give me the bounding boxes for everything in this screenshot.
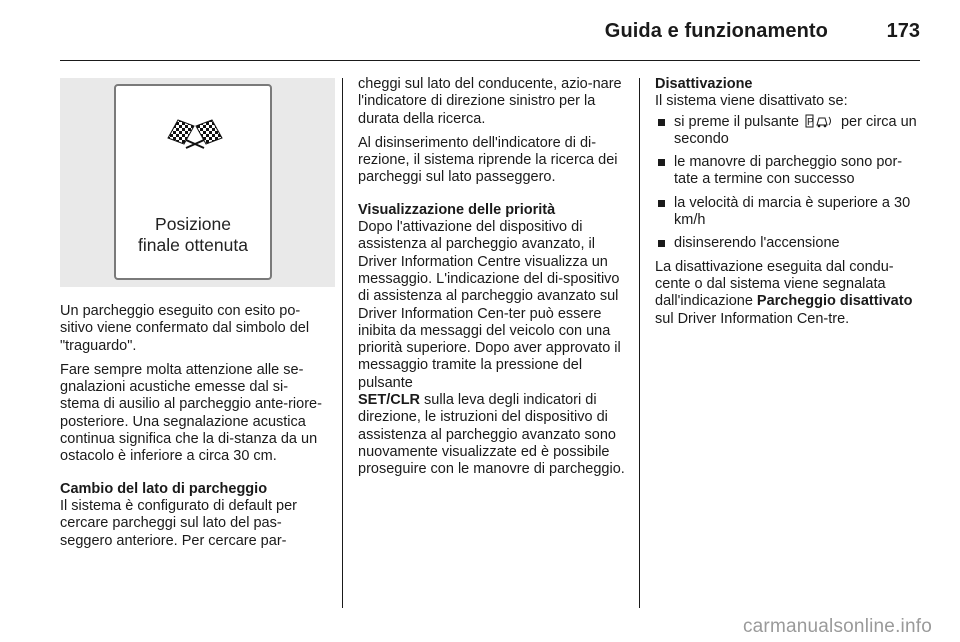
- subheading: Cambio del lato di parcheggio: [60, 480, 268, 497]
- watermark: carmanualsonline.info: [742, 616, 932, 637]
- column-divider-right: [639, 78, 640, 608]
- subheading: Visualizzazione delle priorità: [358, 201, 556, 218]
- figure-panel: [60, 78, 335, 287]
- list-item: la velocità di marcia è superiore a 30 km/h: [655, 195, 922, 230]
- list-item: disinserendo l'accensione: [655, 235, 922, 252]
- paragraph: [655, 259, 922, 328]
- list-item: le manovre di parcheggio sono por-tate a termine con successo: [655, 154, 922, 189]
- bullet-list: [655, 114, 922, 253]
- paragraph-text: sulla leva degli indicatori di direzione, le istruzioni del dispositivo di assistenza al parcheggio avanzato sono nuovamente visualizzate ed è possibile proseguire con le manovre di parcheggio.: [358, 392, 625, 478]
- paragraph: Al disinserimento dell'indicatore di di-rezione, il sistema riprende la ricerca dei parcheggi sul lato passeggero.: [358, 134, 618, 186]
- list-item-text: si preme il pulsante: [674, 113, 799, 130]
- list-item: [655, 114, 922, 149]
- paragraph: cheggi sul lato del conducente, azio-nare l'indicatore di direzione sinistro per la durata della ricerca.: [358, 76, 622, 127]
- paragraph: Fare sempre molta attenzione alle se-gnalazioni acustiche emesse dal si-stema di ausilio al parcheggio ante-riore-posteriore. Una segnalazione acustica continua significa che la di-stanza da un ostacolo è inferiore a circa 30 cm.: [60, 361, 322, 465]
- paragraph-text: Dopo l'attivazione del dispositivo di assistenza al parcheggio avanzato, il Driver Information Centre visualizza un messaggio. L'indicazione del di-spositivo di assistenza al parcheggio avanzato sul Driver Information Cen-ter può essere inibita da messaggi del veicolo con una priorità superiore. Dopo aver approvato il messaggio tramite la pressione del pulsante: [358, 219, 621, 391]
- display-illustration: [114, 84, 272, 280]
- paragraph: Un parcheggio eseguito con esito po-sitivo viene confermato dal simbolo del "traguardo".: [60, 303, 310, 354]
- paragraph: [358, 219, 626, 478]
- column-3: [655, 76, 922, 335]
- display-line-1: Posizione: [155, 214, 231, 234]
- svg-text:P: P: [806, 116, 814, 128]
- section-title: Guida e funzionamento: [604, 20, 828, 42]
- column-2: [358, 76, 626, 486]
- parking-assist-icon: [805, 114, 835, 128]
- column-1: [60, 303, 326, 557]
- paragraph: Il sistema viene disattivato se:: [655, 93, 848, 110]
- subheading: Disattivazione: [655, 76, 753, 92]
- checkered-flags-icon: [164, 116, 226, 150]
- column-divider-left: [342, 78, 343, 608]
- button-name: SET/CLR: [358, 392, 421, 409]
- message-name: Parcheggio disattivato: [756, 293, 913, 310]
- header-rule: [60, 60, 920, 61]
- paragraph-text: La disattivazione eseguita dal condu-cente o dal sistema viene segnalata dall'indicazione: [655, 258, 894, 310]
- paragraph-text: sul Driver Information Cen-tre.: [655, 310, 850, 327]
- display-line-2: finale ottenuta: [138, 235, 248, 255]
- paragraph: Il sistema è configurato di default per cercare parcheggi sul lato del pas-seggero anteriore. Per cercare par-: [60, 497, 297, 549]
- list-item-text: per circa un secondo: [674, 113, 917, 147]
- page-number: 173: [886, 20, 920, 42]
